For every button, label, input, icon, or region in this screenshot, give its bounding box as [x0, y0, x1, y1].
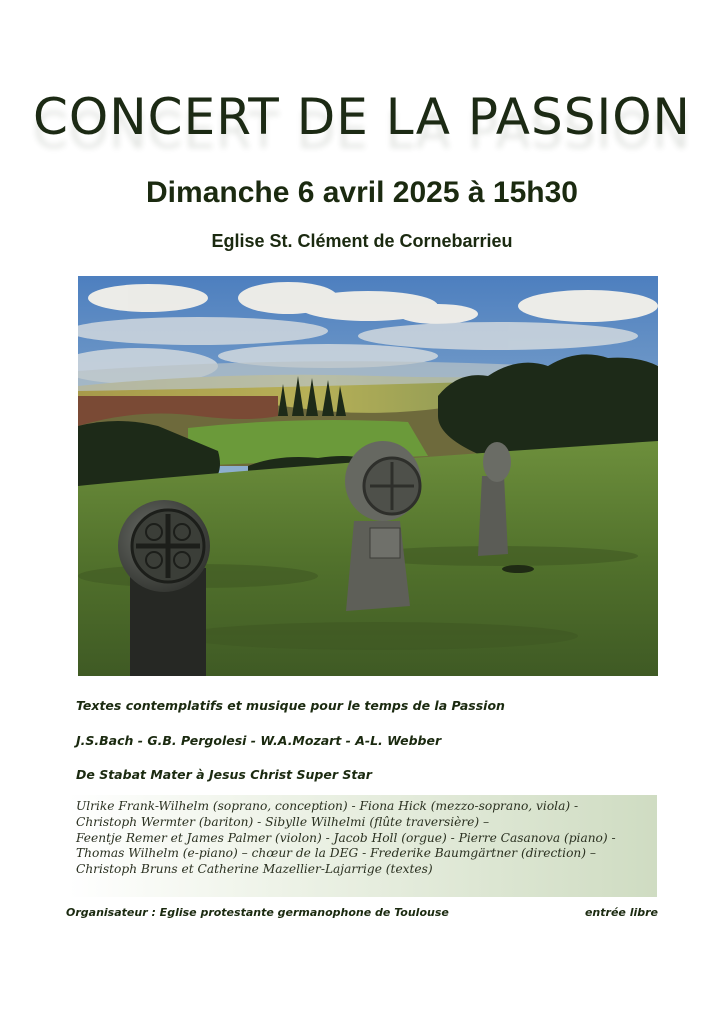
- concert-date: Dimanche 6 avril 2025 à 15h30: [146, 176, 578, 209]
- credits-line: Christoph Wermter (bariton) - Sibylle Wilhelmi (flûte traversière) –: [76, 814, 490, 829]
- admission: entrée libre: [584, 906, 658, 919]
- landscape-photo: [78, 276, 658, 676]
- credits-line: Ulrike Frank-Wilhelm (soprano, conception) - Fiona Hick (mezzo-soprano, viola) -: [76, 799, 579, 813]
- performers-credits: [68, 795, 657, 897]
- organizer: Organisateur : Eglise protestante germanophone de Toulouse: [66, 906, 449, 919]
- stele-left: [118, 500, 210, 676]
- credits-line: Christoph Bruns et Catherine Mazellier-Lajarrige (textes): [76, 862, 433, 877]
- credits-line: Feentje Remer et James Palmer (violon) - Jacob Holl (orgue) - Pierre Casanova (piano) -: [76, 830, 616, 845]
- credits-line: Thomas Wilhelm (e-piano) – chœur de la DEG - Frederike Baumgärtner (direction) –: [76, 846, 596, 861]
- poster-title: CONCERT DE LA PASSION: [33, 88, 691, 146]
- tagline: Textes contemplatifs et musique pour le temps de la Passion: [76, 698, 505, 713]
- composers: J.S.Bach - G.B. Pergolesi - W.A.Mozart - A-L. Webber: [76, 733, 442, 748]
- program: De Stabat Mater à Jesus Christ Super Star: [76, 767, 372, 782]
- concert-venue: Eglise St. Clément de Cornebarrieu: [211, 231, 513, 251]
